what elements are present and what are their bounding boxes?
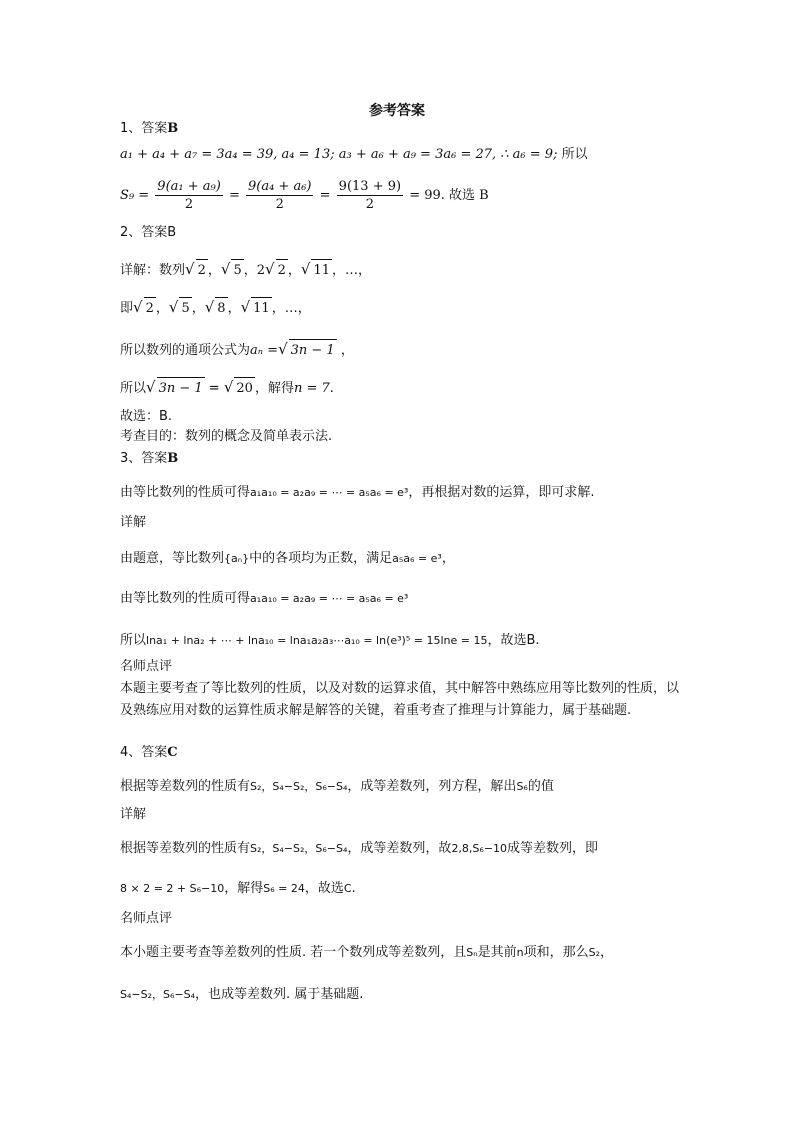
q3-line-3: 由等比数列的性质可得a₁a₁₀ = a₂a₉ = ⋯ = a₅a₆ = e³ bbox=[120, 591, 409, 606]
q4-line-3: 8 × 2 = 2 + S₆−10，解得S₆ = 24，故选C. bbox=[120, 881, 356, 896]
q2-formula-radicand: 3n − 1 bbox=[289, 339, 337, 362]
q2-2sqrt-2: 2 bbox=[276, 259, 288, 282]
q3-log-equation: lna₁ + lna₂ + ⋯ + lna₁₀ = lna₁a₂a₃⋯a₁₀ = ln(e³)⁵ = 15lne = 15 bbox=[146, 634, 488, 647]
q2-solve-line: 所以√ 3n − 1 = √ 20 ，解得n = 7. bbox=[120, 376, 334, 400]
q4-comment-line-2: S₄−S₂，S₆−S₄，也成等差数列. 属于基础题. bbox=[120, 987, 364, 1002]
q2-solution: n = 7 bbox=[293, 381, 330, 396]
q3-answer: B bbox=[167, 451, 179, 466]
q2-purpose: 考查目的：数列的概念及简单表示法. bbox=[120, 429, 333, 444]
q1-s9-result: = 99. 故选 B bbox=[409, 188, 489, 203]
page-title: 参考答案 bbox=[369, 103, 425, 119]
q3-comment: 本题主要考查了等比数列的性质，以及对数的运算求值，其中解答中熟练应用等比数列的性质，以及熟练应用对数的运算性质求解是解答的关键，着重考查了推理与计算能力，属于基础题. bbox=[120, 681, 680, 718]
q1-s9-lhs: S₉ = bbox=[120, 188, 150, 203]
q4-answer: C bbox=[167, 745, 178, 760]
q3-line-4: 所以lna₁ + lna₂ + ⋯ + lna₁₀ = lna₁a₂a₃⋯a₁₀ = ln(e³)⁵ = 15lne = 15，故选B. bbox=[120, 633, 540, 648]
q2-sequence-line: 详解：数列√ 2 ，√ 5 ，2√ 2 ，√ 11 ，…， bbox=[120, 258, 371, 282]
q3-line-2: 由题意，等比数列{aₙ}中的各项均为正数，满足a₅a₆ = e³， bbox=[120, 551, 455, 566]
q1-equation-tail: 所以 bbox=[561, 147, 588, 162]
q3-comment-title: 名师点评 bbox=[120, 659, 173, 674]
q3-detail: 详解 bbox=[120, 515, 147, 530]
q2-sqrt-2: 2 bbox=[196, 259, 208, 282]
q4-comment-title: 名师点评 bbox=[120, 911, 173, 926]
q4-result: S₆ = 24 bbox=[263, 882, 305, 895]
q2-sqrt-5: 5 bbox=[231, 259, 243, 282]
q4-comment-line-1: 本小题主要考查等差数列的性质. 若一个数列成等差数列，且Sₙ是其前n项和，那么S₂， bbox=[120, 945, 614, 960]
q3-line-1: 由等比数列的性质可得a₁a₁₀ = a₂a₉ = ⋯ = a₅a₆ = e³，再根据对数的运算，即可求解. bbox=[120, 485, 595, 500]
q4-line-1: 根据等差数列的性质有S₂，S₄−S₂，S₆−S₄，成等差数列，列方程，解出S₆的值 bbox=[120, 779, 554, 794]
q1-answer: B bbox=[167, 121, 179, 136]
q3-eq-1: a₁a₁₀ = a₂a₉ = ⋯ = a₅a₆ = e³ bbox=[250, 486, 409, 499]
q2-formula-line: 所以数列的通项公式为aₙ =√ 3n − 1 ， bbox=[120, 338, 354, 362]
q4-heading: 4、答案C bbox=[120, 745, 178, 760]
q2-sequence-line-2: 即√ 2 ，√ 5 ，√ 8 ，√ 11 ，…， bbox=[120, 296, 311, 320]
q4-detail: 详解 bbox=[120, 807, 147, 822]
q1-fraction-2: $\frac{\text{9(a₄ + a₆)}}{2}$ bbox=[247, 179, 312, 212]
q1-heading-text: 1、答案 bbox=[120, 121, 168, 136]
q1-fraction-3: $\frac{9(13 + 9)}{2}$ bbox=[338, 179, 402, 212]
q1-heading bbox=[120, 120, 178, 138]
q2-heading: 2、答案B bbox=[120, 225, 177, 240]
q4-line-2: 根据等差数列的性质有S₂，S₄−S₂，S₆−S₄，成等差数列，故2,8,S₆−10成等差数列，即 bbox=[120, 841, 599, 856]
q2-choose: 故选：B. bbox=[120, 409, 173, 424]
q2-sqrt-11: 11 bbox=[311, 259, 332, 282]
q1-equation: a₁ + a₄ + a₇ = 3a₄ = 39, a₄ = 13; a₃ + a₆ + a₉ = 3a₆ = 27, ∴ a₆ = 9; bbox=[120, 147, 558, 162]
q1-s9-line: S₉ = $\frac{\text{9(a₁ + a₉)}}{2}$ = $\frac{\text{9(a₄ + a₆)}}{2}$ = $\frac{9(13 + 9)}{2}$ = 99. 故选 B bbox=[120, 179, 489, 212]
q1-fraction-1: $\frac{\text{9(a₁ + a₉)}}{2}$ bbox=[157, 179, 221, 212]
q3-heading: 3、答案B bbox=[120, 451, 179, 466]
q1-equation-line bbox=[120, 146, 588, 164]
